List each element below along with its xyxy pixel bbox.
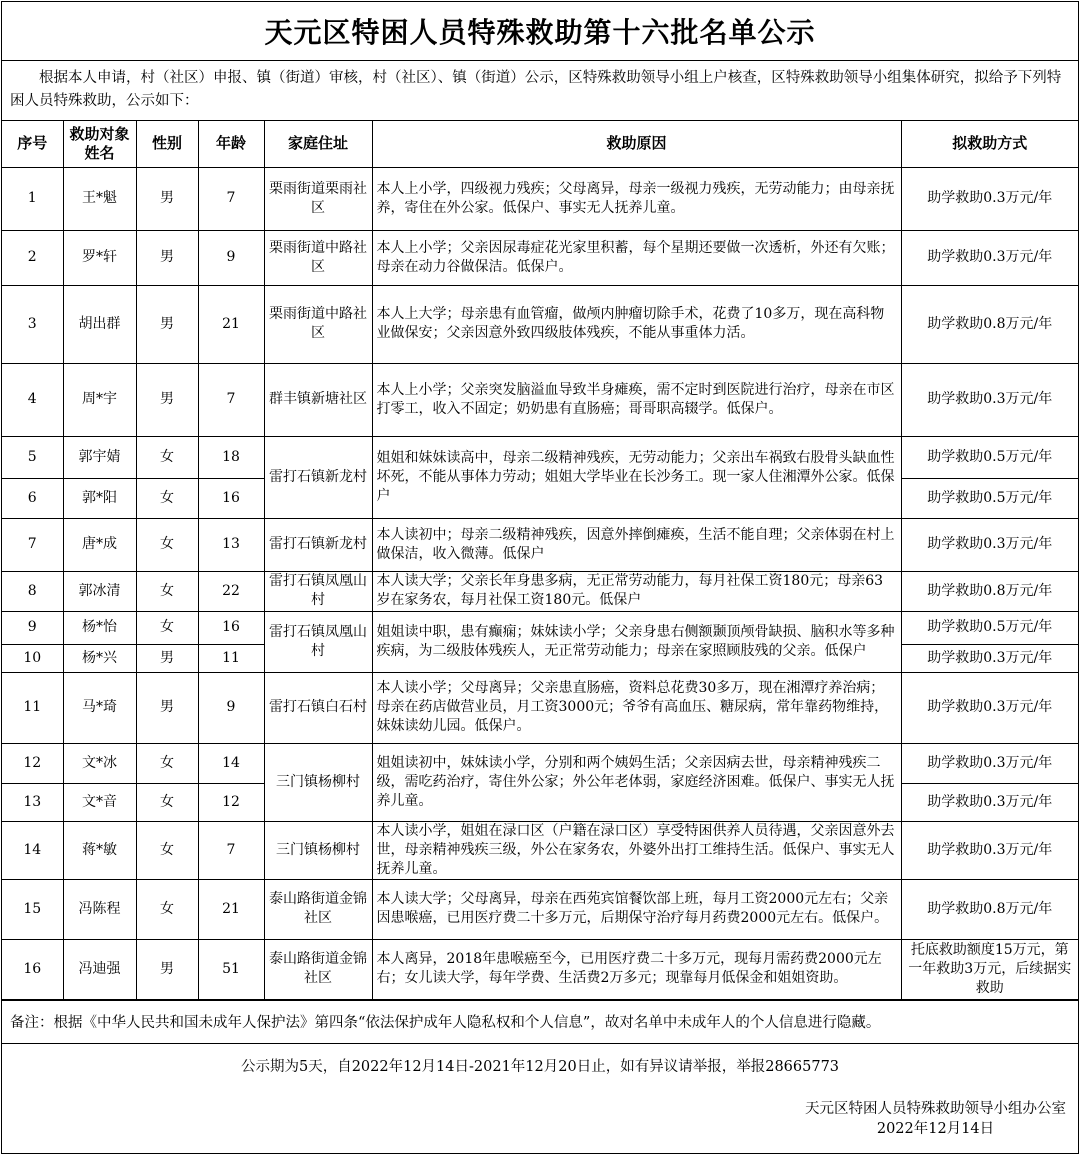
cell-name: 胡出群 <box>63 285 136 363</box>
cell-address: 泰山路街道金锦社区 <box>264 939 372 999</box>
cell-address: 雷打石镇凤凰山村 <box>264 571 372 611</box>
cell-address: 雷打石镇新龙村 <box>264 518 372 571</box>
cell-no: 1 <box>2 167 63 230</box>
cell-name: 冯迪强 <box>63 939 136 999</box>
cell-gender: 男 <box>136 939 198 999</box>
table-header-row <box>2 121 1078 167</box>
cell-address: 雷打石镇凤凰山村 <box>264 611 372 672</box>
cell-no: 15 <box>2 879 63 939</box>
cell-address: 栗雨街道栗雨社区 <box>264 167 372 230</box>
table-row <box>2 167 1078 230</box>
cell-method: 助学救助0.5万元/年 <box>901 478 1078 518</box>
cell-no: 5 <box>2 436 63 478</box>
cell-name: 马*琦 <box>63 672 136 743</box>
header-gender: 性别 <box>136 121 198 167</box>
cell-reason: 本人上大学；母亲患有血管瘤，做颅内肿瘤切除手术，花费了10多万，现在高科物业做保安；父亲因意外致四级肢体残疾，不能从事重体力活。 <box>372 285 901 363</box>
cell-address: 泰山路街道金锦社区 <box>264 879 372 939</box>
cell-address: 群丰镇新塘社区 <box>264 363 372 436</box>
cell-method: 助学救助0.5万元/年 <box>901 436 1078 478</box>
cell-address: 雷打石镇白石村 <box>264 672 372 743</box>
cell-age: 9 <box>198 230 264 285</box>
cell-age: 7 <box>198 821 264 879</box>
cell-no: 10 <box>2 644 63 672</box>
cell-reason: 姐姐和妹妹读高中，母亲二级精神残疾，无劳动能力；父亲出车祸致右股骨头缺血性坏死，不能从事体力劳动；姐姐大学毕业在长沙务工。现一家人住湘潭外公家。低保户 <box>372 436 901 518</box>
table-row <box>2 672 1078 743</box>
cell-no: 6 <box>2 478 63 518</box>
issuer-office: 天元区特困人员特殊救助领导小组办公室 <box>805 1101 1066 1117</box>
cell-method: 助学救助0.5万元/年 <box>901 611 1078 644</box>
cell-no: 8 <box>2 571 63 611</box>
cell-method: 助学救助0.3万元/年 <box>901 821 1078 879</box>
aid-list-table <box>2 121 1078 1000</box>
cell-method: 助学救助0.8万元/年 <box>901 571 1078 611</box>
table-row <box>2 743 1078 783</box>
cell-age: 16 <box>198 611 264 644</box>
cell-method: 助学救助0.3万元/年 <box>901 363 1078 436</box>
header-method: 拟救助方式 <box>901 121 1078 167</box>
cell-age: 21 <box>198 879 264 939</box>
cell-gender: 男 <box>136 363 198 436</box>
cell-address: 栗雨街道中路社区 <box>264 285 372 363</box>
cell-address: 栗雨街道中路社区 <box>264 230 372 285</box>
cell-name: 冯陈程 <box>63 879 136 939</box>
cell-method: 助学救助0.3万元/年 <box>901 230 1078 285</box>
cell-reason: 本人读大学；父母离异，母亲在西苑宾馆餐饮部上班，每月工资2000元左右；父亲因患喉癌，已用医疗费二十多万元，后期保守治疗每月药费2000元左右。低保户。 <box>372 879 901 939</box>
table-row <box>2 436 1078 478</box>
table-row <box>2 939 1078 999</box>
cell-age: 11 <box>198 644 264 672</box>
cell-method: 助学救助0.8万元/年 <box>901 285 1078 363</box>
notice-sheet <box>1 1 1079 1154</box>
header-reason: 救助原因 <box>372 121 901 167</box>
table-row <box>2 363 1078 436</box>
cell-gender: 男 <box>136 230 198 285</box>
cell-reason: 本人上小学；父亲因尿毒症花光家里积蓄，每个星期还要做一次透析，外还有欠账；母亲在动力谷做保洁。低保户。 <box>372 230 901 285</box>
table-row <box>2 879 1078 939</box>
cell-gender: 女 <box>136 571 198 611</box>
header-no: 序号 <box>2 121 63 167</box>
cell-gender: 男 <box>136 167 198 230</box>
cell-reason: 姐姐读初中，妹妹读小学，分别和两个姨妈生活；父亲因病去世，母亲精神残疾二级，需吃药治疗，寄住外公家；外公年老体弱，家庭经济困难。低保户、事实无人抚养儿童。 <box>372 743 901 821</box>
table-row <box>2 611 1078 644</box>
cell-no: 16 <box>2 939 63 999</box>
issue-date: 2022年12月14日 <box>876 1121 995 1137</box>
table-row <box>2 285 1078 363</box>
cell-name: 罗*轩 <box>63 230 136 285</box>
cell-method: 助学救助0.3万元/年 <box>901 783 1078 821</box>
cell-age: 12 <box>198 783 264 821</box>
cell-name: 王*魁 <box>63 167 136 230</box>
issuer-block <box>805 1099 1066 1139</box>
cell-gender: 女 <box>136 518 198 571</box>
cell-method: 助学救助0.3万元/年 <box>901 743 1078 783</box>
cell-reason: 本人读小学；父母离异；父亲患直肠癌，资料总花费30多万，现在湘潭疗养治病；母亲在药店做营业员，月工资3000元；爷爷有高血压、糖尿病，常年靠药物维持，妹妹读幼儿园。低保户。 <box>372 672 901 743</box>
cell-no: 2 <box>2 230 63 285</box>
header-address: 家庭住址 <box>264 121 372 167</box>
cell-gender: 男 <box>136 672 198 743</box>
cell-reason: 姐姐读中职，患有癫痫；妹妹读小学；父亲身患右侧额颞顶颅骨缺损、脑积水等多种疾病，为二级肢体残疾人，无正常劳动能力；母亲在家照顾肢残的父亲。低保户 <box>372 611 901 672</box>
page-title: 天元区特困人员特殊救助第十六批名单公示 <box>2 2 1078 61</box>
cell-age: 7 <box>198 363 264 436</box>
cell-age: 18 <box>198 436 264 478</box>
cell-gender: 女 <box>136 611 198 644</box>
header-age: 年龄 <box>198 121 264 167</box>
cell-no: 12 <box>2 743 63 783</box>
cell-no: 4 <box>2 363 63 436</box>
cell-method: 助学救助0.8万元/年 <box>901 879 1078 939</box>
cell-gender: 女 <box>136 783 198 821</box>
cell-age: 51 <box>198 939 264 999</box>
cell-age: 14 <box>198 743 264 783</box>
cell-gender: 女 <box>136 821 198 879</box>
publicity-period: 公示期为5天，自2022年12月14日-2021年12月20日止，如有异议请举报，举报28665773 <box>240 1059 840 1075</box>
cell-name: 唐*成 <box>63 518 136 571</box>
cell-no: 7 <box>2 518 63 571</box>
header-name: 救助对象姓名 <box>63 121 136 167</box>
table-row <box>2 518 1078 571</box>
cell-name: 周*宇 <box>63 363 136 436</box>
cell-name: 郭冰清 <box>63 571 136 611</box>
cell-gender: 女 <box>136 743 198 783</box>
cell-reason: 本人读小学，姐姐在渌口区（户籍在渌口区）享受特困供养人员待遇，父亲因意外去世，母亲精神残疾三级，外公在家务农，外婆外出打工维持生活。低保户、事实无人抚养儿童。 <box>372 821 901 879</box>
cell-reason: 本人读大学；父亲长年身患多病，无正常劳动能力，每月社保工资180元；母亲63岁在家务农，每月社保工资180元。低保户 <box>372 571 901 611</box>
cell-age: 9 <box>198 672 264 743</box>
intro-paragraph: 根据本人申请，村（社区）申报、镇（街道）审核，村（社区）、镇（街道）公示，区特殊救助领导小组上户核查，区特殊救助领导小组集体研究，拟给予下列特困人员特殊救助，公示如下： <box>2 61 1078 121</box>
table-row <box>2 821 1078 879</box>
cell-age: 22 <box>198 571 264 611</box>
cell-gender: 女 <box>136 436 198 478</box>
cell-method: 助学救助0.3万元/年 <box>901 167 1078 230</box>
cell-name: 杨*怡 <box>63 611 136 644</box>
cell-name: 郭*阳 <box>63 478 136 518</box>
cell-no: 14 <box>2 821 63 879</box>
cell-method: 托底救助额度15万元，第一年救助3万元，后续据实救助 <box>901 939 1078 999</box>
cell-name: 文*音 <box>63 783 136 821</box>
cell-reason: 本人上小学，四级视力残疾；父母离异，母亲一级视力残疾，无劳动能力；由母亲抚养，寄住在外公家。低保户、事实无人抚养儿童。 <box>372 167 901 230</box>
cell-name: 郭宇婧 <box>63 436 136 478</box>
cell-no: 9 <box>2 611 63 644</box>
cell-name: 蒋*敏 <box>63 821 136 879</box>
cell-reason: 本人上小学；父亲突发脑溢血导致半身瘫痪，需不定时到医院进行治疗，母亲在市区打零工，收入不固定；奶奶患有直肠癌；哥哥职高辍学。低保户。 <box>372 363 901 436</box>
cell-method: 助学救助0.3万元/年 <box>901 518 1078 571</box>
cell-reason: 本人读初中；母亲二级精神残疾，因意外摔倒瘫痪，生活不能自理；父亲体弱在村上做保洁，收入微薄。低保户 <box>372 518 901 571</box>
cell-address: 雷打石镇新龙村 <box>264 436 372 518</box>
cell-address: 三门镇杨柳村 <box>264 821 372 879</box>
remark-note: 备注：根据《中华人民共和国未成年人保护法》第四条“依法保护成年人隐私权和个人信息”，故对名单中未成年人的个人信息进行隐藏。 <box>2 1000 1078 1044</box>
cell-name: 文*冰 <box>63 743 136 783</box>
cell-name: 杨*兴 <box>63 644 136 672</box>
cell-age: 21 <box>198 285 264 363</box>
cell-reason: 本人离异，2018年患喉癌至今，已用医疗费二十多万元，现每月需药费2000元左右；女儿读大学，每年学费、生活费2万多元；现靠每月低保金和姐姐资助。 <box>372 939 901 999</box>
cell-age: 7 <box>198 167 264 230</box>
cell-gender: 女 <box>136 879 198 939</box>
cell-address: 三门镇杨柳村 <box>264 743 372 821</box>
cell-method: 助学救助0.3万元/年 <box>901 644 1078 672</box>
table-row <box>2 571 1078 611</box>
cell-gender: 男 <box>136 644 198 672</box>
cell-age: 13 <box>198 518 264 571</box>
table-row <box>2 230 1078 285</box>
cell-no: 3 <box>2 285 63 363</box>
cell-no: 11 <box>2 672 63 743</box>
cell-no: 13 <box>2 783 63 821</box>
cell-age: 16 <box>198 478 264 518</box>
cell-method: 助学救助0.3万元/年 <box>901 672 1078 743</box>
cell-gender: 男 <box>136 285 198 363</box>
cell-gender: 女 <box>136 478 198 518</box>
